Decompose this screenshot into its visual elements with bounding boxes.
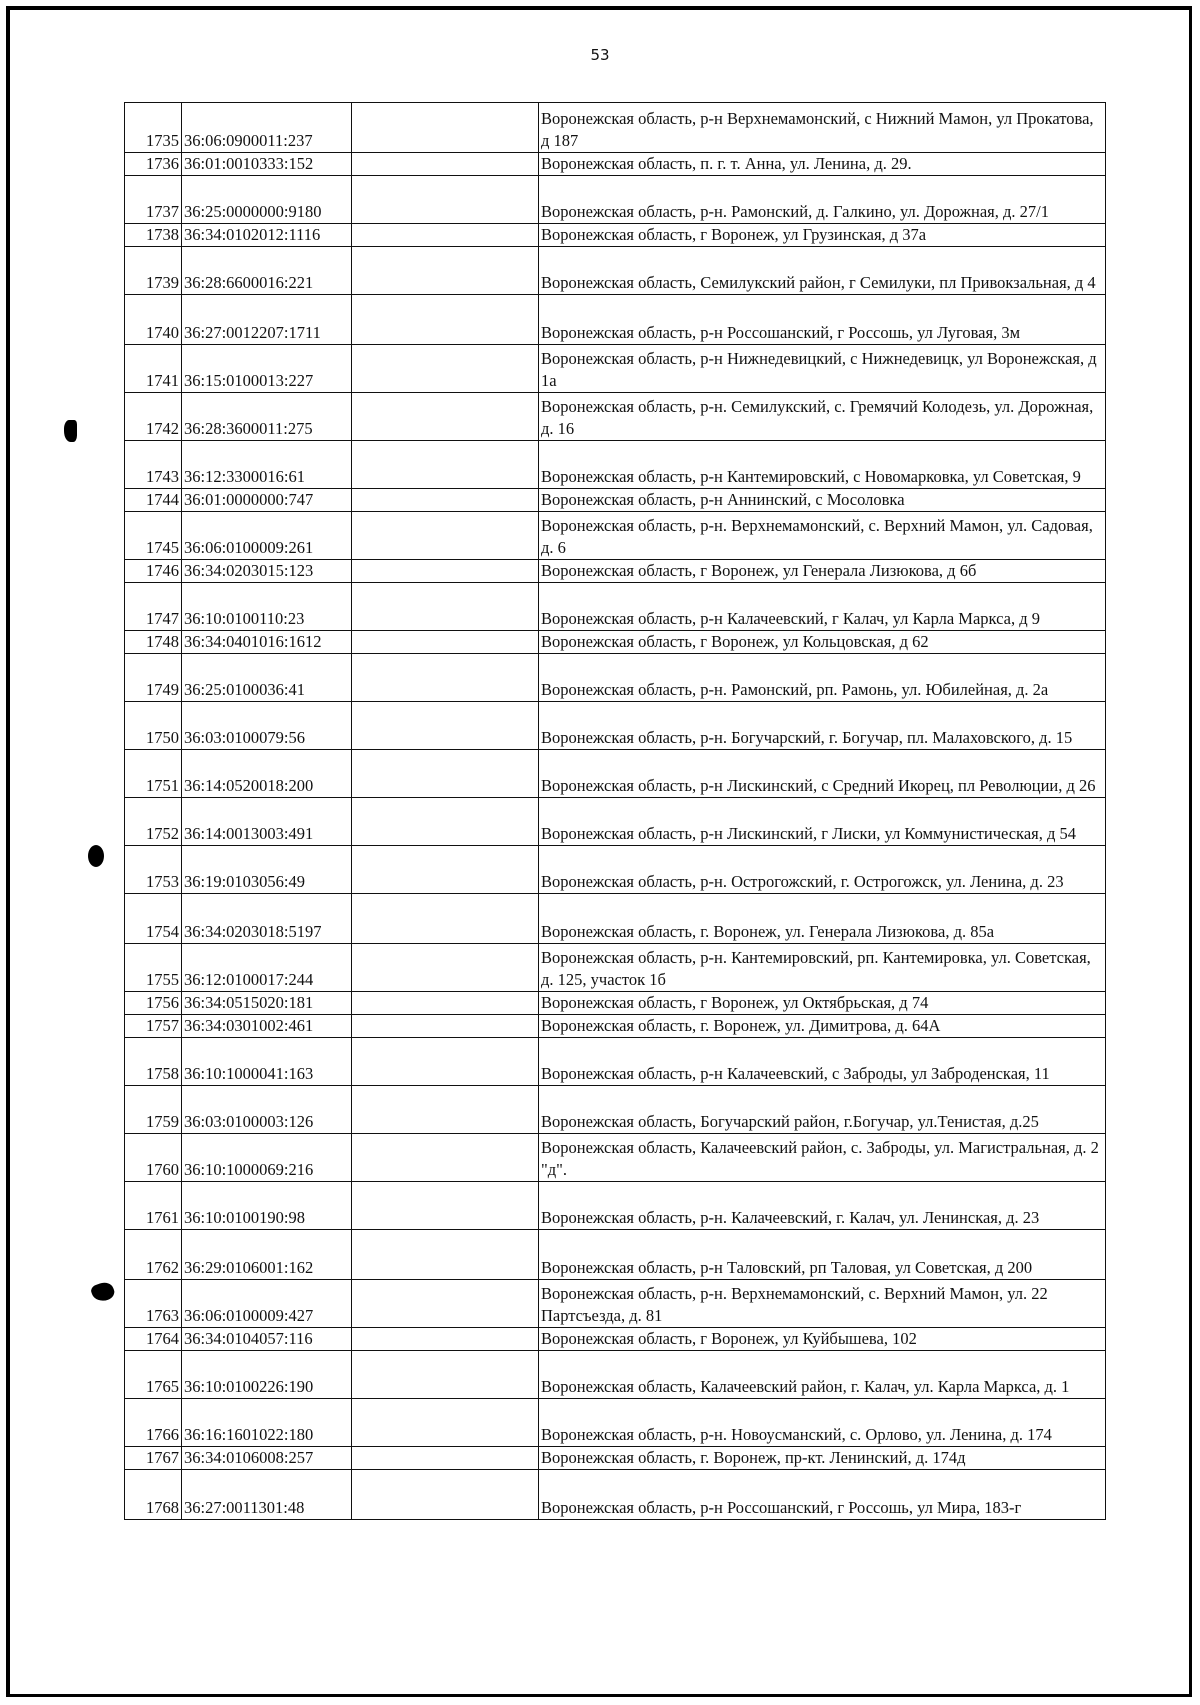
address: Воронежская область, р-н. Верхнемамонский, с. Верхний Мамон, ул. Садовая, д. 6 xyxy=(539,512,1106,560)
registry-table-body xyxy=(125,103,1106,1520)
cadastral-number: 36:34:0203018:5197 xyxy=(182,894,352,944)
address: Воронежская область, г Воронеж, ул Куйбышева, 102 xyxy=(539,1328,1106,1351)
row-number: 1739 xyxy=(125,247,182,295)
cadastral-number: 36:06:0100009:427 xyxy=(182,1280,352,1328)
row-number: 1761 xyxy=(125,1182,182,1230)
table-row xyxy=(125,702,1106,750)
empty-cell xyxy=(352,944,539,992)
address: Воронежская область, р-н Нижнедевицкий, с Нижнедевицк, ул Воронежская, д 1а xyxy=(539,345,1106,393)
cadastral-number: 36:06:0100009:261 xyxy=(182,512,352,560)
table-row xyxy=(125,1230,1106,1280)
row-number: 1744 xyxy=(125,489,182,512)
row-number: 1760 xyxy=(125,1134,182,1182)
cadastral-number: 36:34:0301002:461 xyxy=(182,1015,352,1038)
table-row xyxy=(125,1470,1106,1520)
table-row xyxy=(125,1447,1106,1470)
row-number: 1740 xyxy=(125,295,182,345)
address: Воронежская область, г. Воронеж, пр-кт. Ленинский, д. 174д xyxy=(539,1447,1106,1470)
cadastral-number: 36:34:0401016:1612 xyxy=(182,631,352,654)
empty-cell xyxy=(352,583,539,631)
cadastral-number: 36:10:1000041:163 xyxy=(182,1038,352,1086)
table-row xyxy=(125,393,1106,441)
cadastral-number: 36:06:0900011:237 xyxy=(182,103,352,153)
cadastral-number: 36:19:0103056:49 xyxy=(182,846,352,894)
cadastral-number: 36:34:0102012:1116 xyxy=(182,224,352,247)
table-row xyxy=(125,631,1106,654)
address: Воронежская область, Калачеевский район, г. Калач, ул. Карла Маркса, д. 1 xyxy=(539,1351,1106,1399)
table-row xyxy=(125,1015,1106,1038)
address: Воронежская область, г Воронеж, ул Октябрьская, д 74 xyxy=(539,992,1106,1015)
cadastral-number: 36:27:0012207:1711 xyxy=(182,295,352,345)
empty-cell xyxy=(352,1470,539,1520)
cadastral-number: 36:28:6600016:221 xyxy=(182,247,352,295)
cadastral-number: 36:28:3600011:275 xyxy=(182,393,352,441)
empty-cell xyxy=(352,153,539,176)
cadastral-number: 36:10:1000069:216 xyxy=(182,1134,352,1182)
empty-cell xyxy=(352,750,539,798)
empty-cell xyxy=(352,1086,539,1134)
cadastral-number: 36:25:0100036:41 xyxy=(182,654,352,702)
table-row xyxy=(125,295,1106,345)
row-number: 1742 xyxy=(125,393,182,441)
empty-cell xyxy=(352,345,539,393)
address: Воронежская область, г Воронеж, ул Кольцовская, д 62 xyxy=(539,631,1106,654)
row-number: 1751 xyxy=(125,750,182,798)
cadastral-number: 36:03:0100079:56 xyxy=(182,702,352,750)
empty-cell xyxy=(352,176,539,224)
row-number: 1743 xyxy=(125,441,182,489)
address: Воронежская область, р-н Таловский, рп Таловая, ул Советская, д 200 xyxy=(539,1230,1106,1280)
empty-cell xyxy=(352,103,539,153)
row-number: 1745 xyxy=(125,512,182,560)
cadastral-number: 36:10:0100110:23 xyxy=(182,583,352,631)
row-number: 1764 xyxy=(125,1328,182,1351)
punch-hole-mark xyxy=(90,1280,117,1304)
empty-cell xyxy=(352,1328,539,1351)
empty-cell xyxy=(352,489,539,512)
row-number: 1759 xyxy=(125,1086,182,1134)
address: Воронежская область, р-н. Острогожский, г. Острогожск, ул. Ленина, д. 23 xyxy=(539,846,1106,894)
row-number: 1753 xyxy=(125,846,182,894)
cadastral-number: 36:10:0100190:98 xyxy=(182,1182,352,1230)
address: Воронежская область, р-н Россошанский, г Россошь, ул Луговая, 3м xyxy=(539,295,1106,345)
table-row xyxy=(125,176,1106,224)
cadastral-number: 36:16:1601022:180 xyxy=(182,1399,352,1447)
cadastral-number: 36:25:0000000:9180 xyxy=(182,176,352,224)
empty-cell xyxy=(352,560,539,583)
table-row xyxy=(125,1351,1106,1399)
row-number: 1752 xyxy=(125,798,182,846)
row-number: 1735 xyxy=(125,103,182,153)
address: Воронежская область, Калачеевский район, с. Заброды, ул. Магистральная, д. 2 "д". xyxy=(539,1134,1106,1182)
empty-cell xyxy=(352,992,539,1015)
row-number: 1767 xyxy=(125,1447,182,1470)
table-row xyxy=(125,846,1106,894)
empty-cell xyxy=(352,224,539,247)
row-number: 1758 xyxy=(125,1038,182,1086)
address: Воронежская область, р-н Кантемировский, с Новомарковка, ул Советская, 9 xyxy=(539,441,1106,489)
page-number: 53 xyxy=(590,46,610,64)
empty-cell xyxy=(352,1351,539,1399)
row-number: 1763 xyxy=(125,1280,182,1328)
table-row xyxy=(125,894,1106,944)
table-row xyxy=(125,1280,1106,1328)
row-number: 1755 xyxy=(125,944,182,992)
table-row xyxy=(125,1038,1106,1086)
row-number: 1749 xyxy=(125,654,182,702)
row-number: 1756 xyxy=(125,992,182,1015)
cadastral-number: 36:29:0106001:162 xyxy=(182,1230,352,1280)
cadastral-number: 36:12:0100017:244 xyxy=(182,944,352,992)
punch-hole-mark xyxy=(64,420,77,442)
table-row xyxy=(125,489,1106,512)
empty-cell xyxy=(352,702,539,750)
empty-cell xyxy=(352,654,539,702)
empty-cell xyxy=(352,1038,539,1086)
address: Воронежская область, р-н. Верхнемамонский, с. Верхний Мамон, ул. 22 Партсъезда, д. 81 xyxy=(539,1280,1106,1328)
empty-cell xyxy=(352,1134,539,1182)
address: Воронежская область, р-н. Калачеевский, г. Калач, ул. Ленинская, д. 23 xyxy=(539,1182,1106,1230)
address: Воронежская область, Богучарский район, г.Богучар, ул.Тенистая, д.25 xyxy=(539,1086,1106,1134)
address: Воронежская область, г. Воронеж, ул. Генерала Лизюкова, д. 85а xyxy=(539,894,1106,944)
row-number: 1765 xyxy=(125,1351,182,1399)
table-row xyxy=(125,103,1106,153)
row-number: 1750 xyxy=(125,702,182,750)
address: Воронежская область, р-н Лискинский, с Средний Икорец, пл Революции, д 26 xyxy=(539,750,1106,798)
address: Воронежская область, р-н. Новоусманский, с. Орлово, ул. Ленина, д. 174 xyxy=(539,1399,1106,1447)
address: Воронежская область, р-н. Кантемировский, рп. Кантемировка, ул. Советская, д. 125, участок 1б xyxy=(539,944,1106,992)
empty-cell xyxy=(352,1182,539,1230)
row-number: 1757 xyxy=(125,1015,182,1038)
table-row xyxy=(125,798,1106,846)
cadastral-number: 36:14:0520018:200 xyxy=(182,750,352,798)
table-row xyxy=(125,1182,1106,1230)
punch-hole-mark xyxy=(88,845,104,867)
empty-cell xyxy=(352,1447,539,1470)
cadastral-number: 36:27:0011301:48 xyxy=(182,1470,352,1520)
cadastral-number: 36:01:0000000:747 xyxy=(182,489,352,512)
table-row xyxy=(125,944,1106,992)
empty-cell xyxy=(352,295,539,345)
table-row xyxy=(125,224,1106,247)
table-row xyxy=(125,1399,1106,1447)
address: Воронежская область, г Воронеж, ул Генерала Лизюкова, д 6б xyxy=(539,560,1106,583)
table-row xyxy=(125,441,1106,489)
empty-cell xyxy=(352,247,539,295)
table-row xyxy=(125,1086,1106,1134)
cadastral-number: 36:14:0013003:491 xyxy=(182,798,352,846)
empty-cell xyxy=(352,393,539,441)
address: Воронежская область, р-н Россошанский, г Россошь, ул Мира, 183-г xyxy=(539,1470,1106,1520)
cadastral-number: 36:15:0100013:227 xyxy=(182,345,352,393)
address: Воронежская область, п. г. т. Анна, ул. Ленина, д. 29. xyxy=(539,153,1106,176)
empty-cell xyxy=(352,846,539,894)
address: Воронежская область, р-н Лискинский, г Лиски, ул Коммунистическая, д 54 xyxy=(539,798,1106,846)
registry-table xyxy=(124,102,1106,1520)
row-number: 1766 xyxy=(125,1399,182,1447)
row-number: 1741 xyxy=(125,345,182,393)
table-row xyxy=(125,247,1106,295)
address: Воронежская область, р-н Калачеевский, с Заброды, ул Заброденская, 11 xyxy=(539,1038,1106,1086)
cadastral-number: 36:34:0106008:257 xyxy=(182,1447,352,1470)
empty-cell xyxy=(352,1230,539,1280)
cadastral-number: 36:34:0203015:123 xyxy=(182,560,352,583)
row-number: 1754 xyxy=(125,894,182,944)
table-row xyxy=(125,654,1106,702)
cadastral-number: 36:03:0100003:126 xyxy=(182,1086,352,1134)
empty-cell xyxy=(352,1280,539,1328)
row-number: 1737 xyxy=(125,176,182,224)
empty-cell xyxy=(352,631,539,654)
address: Воронежская область, г Воронеж, ул Грузинская, д 37а xyxy=(539,224,1106,247)
row-number: 1736 xyxy=(125,153,182,176)
row-number: 1748 xyxy=(125,631,182,654)
cadastral-number: 36:01:0010333:152 xyxy=(182,153,352,176)
empty-cell xyxy=(352,1015,539,1038)
empty-cell xyxy=(352,441,539,489)
row-number: 1738 xyxy=(125,224,182,247)
row-number: 1768 xyxy=(125,1470,182,1520)
empty-cell xyxy=(352,894,539,944)
table-row xyxy=(125,1328,1106,1351)
cadastral-number: 36:34:0515020:181 xyxy=(182,992,352,1015)
table-row xyxy=(125,345,1106,393)
table-row xyxy=(125,992,1106,1015)
empty-cell xyxy=(352,798,539,846)
cadastral-number: 36:34:0104057:116 xyxy=(182,1328,352,1351)
table-row xyxy=(125,750,1106,798)
address: Воронежская область, р-н Калачеевский, г Калач, ул Карла Маркса, д 9 xyxy=(539,583,1106,631)
address: Воронежская область, г. Воронеж, ул. Димитрова, д. 64А xyxy=(539,1015,1106,1038)
cadastral-number: 36:10:0100226:190 xyxy=(182,1351,352,1399)
address: Воронежская область, р-н. Рамонский, д. Галкино, ул. Дорожная, д. 27/1 xyxy=(539,176,1106,224)
row-number: 1746 xyxy=(125,560,182,583)
address: Воронежская область, р-н Аннинский, с Мосоловка xyxy=(539,489,1106,512)
cadastral-number: 36:12:3300016:61 xyxy=(182,441,352,489)
address: Воронежская область, р-н. Богучарский, г. Богучар, пл. Малаховского, д. 15 xyxy=(539,702,1106,750)
address: Воронежская область, р-н. Рамонский, рп. Рамонь, ул. Юбилейная, д. 2а xyxy=(539,654,1106,702)
empty-cell xyxy=(352,1399,539,1447)
address: Воронежская область, Семилукский район, г Семилуки, пл Привокзальная, д 4 xyxy=(539,247,1106,295)
table-row xyxy=(125,153,1106,176)
empty-cell xyxy=(352,512,539,560)
table-row xyxy=(125,560,1106,583)
table-row xyxy=(125,583,1106,631)
table-row xyxy=(125,512,1106,560)
address: Воронежская область, р-н Верхнемамонский, с Нижний Мамон, ул Прокатова, д 187 xyxy=(539,103,1106,153)
table-row xyxy=(125,1134,1106,1182)
address: Воронежская область, р-н. Семилукский, с. Гремячий Колодезь, ул. Дорожная, д. 16 xyxy=(539,393,1106,441)
row-number: 1762 xyxy=(125,1230,182,1280)
row-number: 1747 xyxy=(125,583,182,631)
